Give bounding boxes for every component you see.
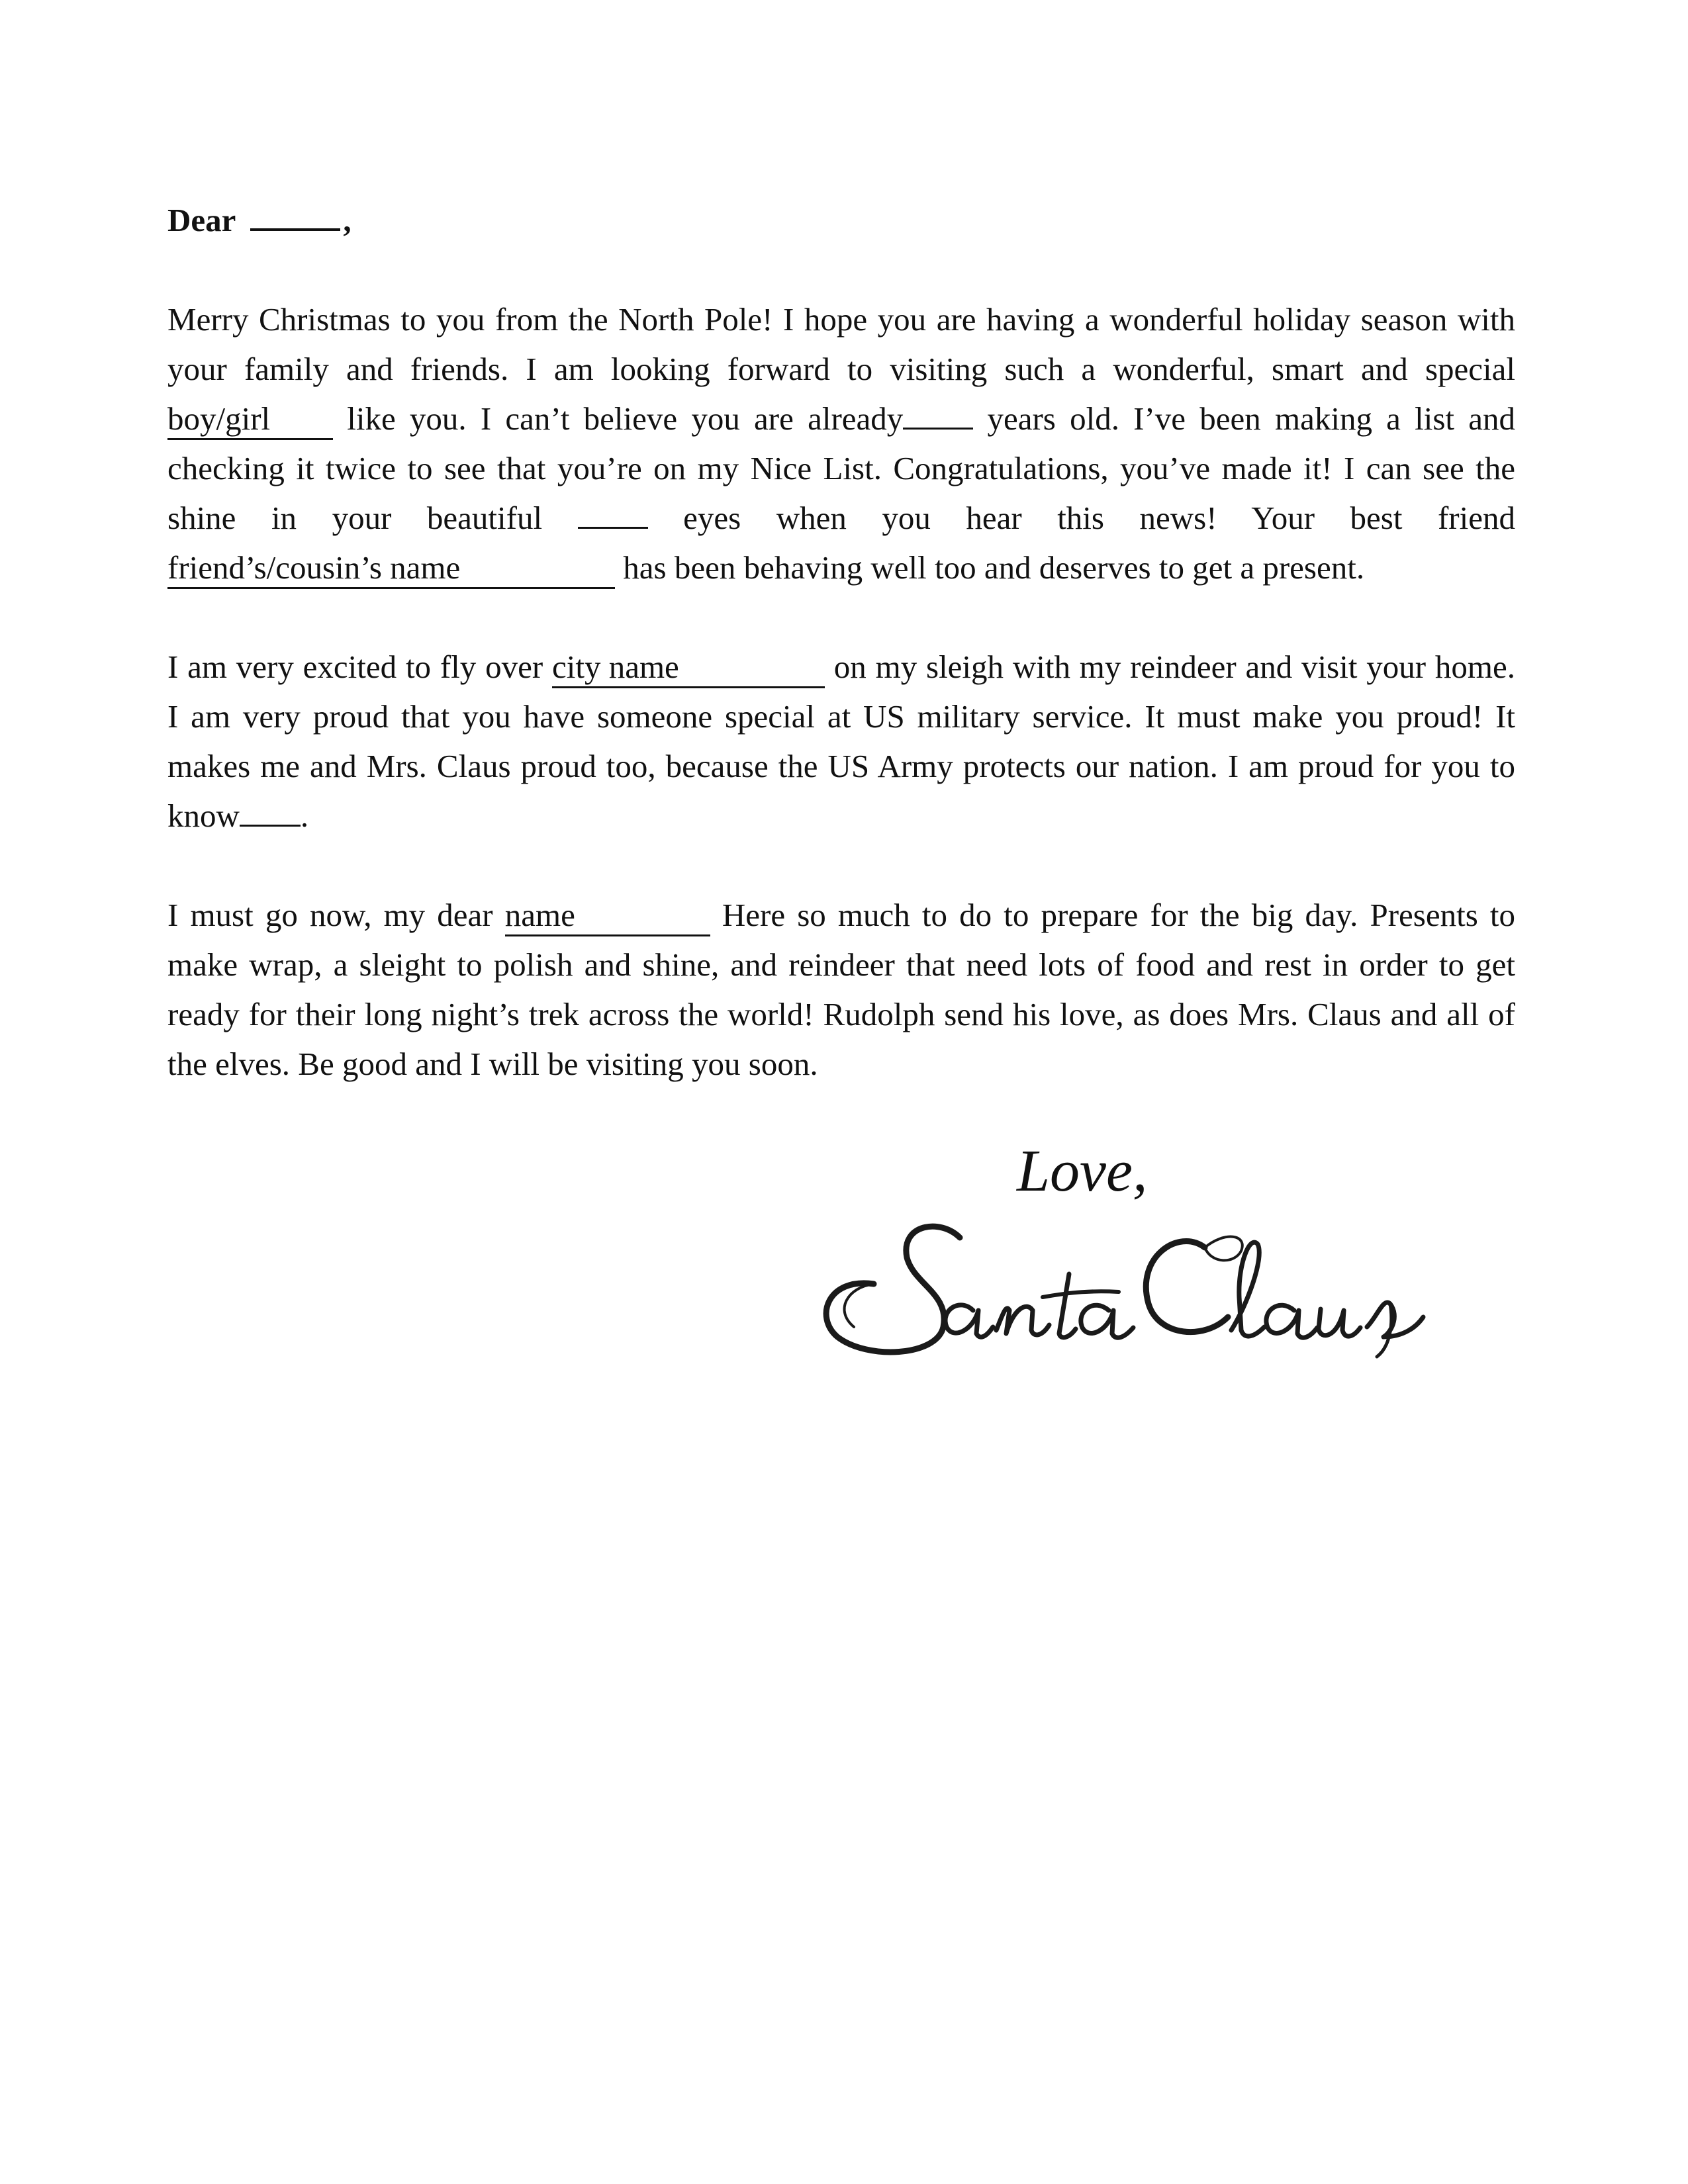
paragraph-1-text-c: years old. I’ve been making a list and checking it twice to see that you’re on my Nice List. Congratulations, you’ve made it! I can see the shine in your beautiful [167, 400, 1515, 536]
paragraph-2-text-a: I am very excited to fly over [167, 649, 552, 685]
name-fill-blank[interactable]: name [505, 896, 710, 936]
eye-color-blank[interactable] [578, 500, 648, 529]
friend-name-fill-blank[interactable]: friend’s/cousin’s name [167, 549, 615, 589]
paragraph-2 [167, 642, 1515, 841]
paragraph-2-text-c: . [300, 797, 309, 834]
salutation-comma: , [343, 202, 352, 238]
recipient-name-blank[interactable] [250, 202, 340, 231]
paragraph-1-text-d: eyes when you hear this news! Your best friend [647, 500, 1515, 536]
paragraph-2-text-b: on my sleigh with my reindeer and visit your home. I am very proud that you have someone special at US military service. It must make you proud! It makes me and Mrs. Claus proud too, because the US Army protects our nation. I am proud for you to know [167, 649, 1515, 834]
paragraph-3-text-b: Here so much to do to prepare for the big day. Presents to make wrap, a sleight to polish and shine, and reindeer that need lots of food and rest in order to get ready for their long night’s trek across the world! Rudolph send his love, as does Mrs. Claus and all of the elves. Be good and I will be visiting you soon. [167, 897, 1515, 1082]
salutation-word: Dear [167, 202, 236, 238]
paragraph-1-text-b: like you. I can’t believe you are already [333, 400, 904, 437]
letter-body [167, 195, 1515, 1138]
paragraph-3 [167, 890, 1515, 1089]
paragraph-1 [167, 295, 1515, 592]
closing-love: Love, [1017, 1138, 1148, 1204]
santa-claus-signature [808, 1211, 1443, 1363]
paragraph-1-text-a: Merry Christmas to you from the North Pole! I hope you are having a wonderful holiday season with your family and friends. I am looking forward to visiting such a wonderful, smart and special [167, 301, 1515, 387]
salutation [167, 195, 1515, 245]
proud-blank[interactable] [240, 798, 301, 827]
city-name-fill-blank[interactable]: city name [552, 648, 825, 688]
paragraph-3-text-a: I must go now, my dear [167, 897, 505, 933]
gender-fill-blank[interactable]: boy/girl [167, 400, 333, 440]
signature-script-icon [808, 1211, 1443, 1363]
paragraph-1-text-e: has been behaving well too and deserves to get a present. [615, 549, 1365, 586]
age-blank[interactable] [903, 401, 973, 430]
